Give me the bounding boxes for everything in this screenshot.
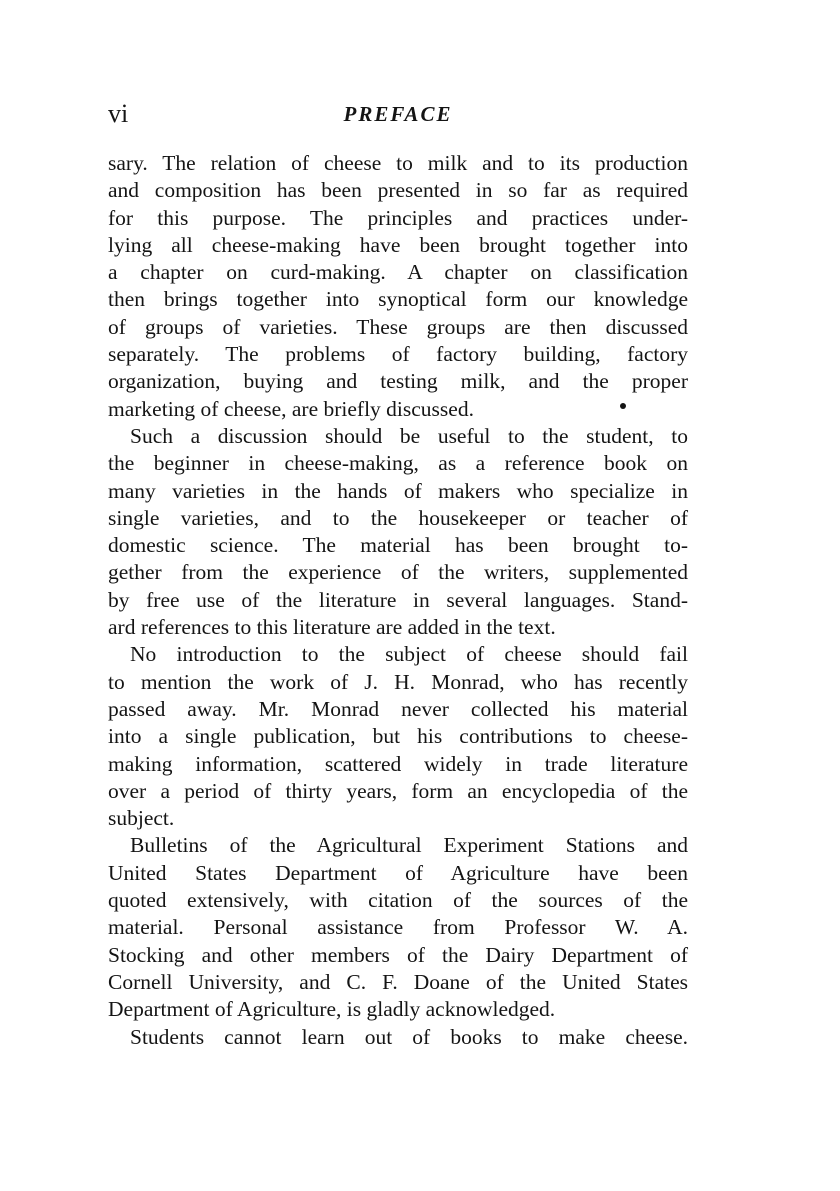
text-line: No introduction to the subject of cheese should fail (130, 642, 688, 667)
text-line: then brings together into synoptical form our knowledge (108, 287, 688, 312)
body-text (108, 150, 688, 1051)
text-line: marketing of cheese, are briefly discussed. (108, 396, 474, 421)
text-line: many varieties in the hands of makers who specialize in (108, 478, 688, 503)
page-number: vi (108, 99, 129, 128)
text-line: Department of Agriculture, is gladly acknowledged. (108, 997, 556, 1022)
text-line: Students cannot learn out of books to make cheese. (130, 1024, 688, 1049)
paragraph-5 (108, 1024, 688, 1051)
text-line: passed away. Mr. Monrad never collected his material (108, 696, 688, 721)
text-line: domestic science. The material has been brought to- (108, 533, 688, 558)
text-line: into a single publication, but his contributions to cheese- (108, 724, 688, 749)
text-line: Cornell University, and C. F. Doane of the United States (108, 969, 688, 994)
text-line: over a period of thirty years, form an encyclopedia of the (108, 778, 688, 803)
text-line: making information, scattered widely in trade literature (108, 751, 688, 776)
text-line: gether from the experience of the writers, supplemented (108, 560, 688, 585)
running-title: PREFACE (343, 102, 453, 126)
paragraph-2 (108, 423, 688, 641)
text-line: Stocking and other members of the Dairy Department of (108, 942, 688, 967)
running-head (108, 96, 688, 136)
text-line: and composition has been presented in so far as required (108, 178, 688, 203)
text-line: lying all cheese-making have been brought together into (108, 232, 688, 257)
text-line: Bulletins of the Agricultural Experiment Stations and (130, 833, 688, 858)
text-line: organization, buying and testing milk, and the proper (108, 369, 688, 394)
text-line: the beginner in cheese-making, as a reference book on (108, 451, 688, 476)
paragraph-3 (108, 641, 688, 832)
text-line: by free use of the literature in several languages. Stand- (108, 587, 688, 612)
text-line: of groups of varieties. These groups are then discussed (108, 314, 688, 339)
paragraph-1 (108, 150, 688, 423)
text-line: ard references to this literature are added in the text. (108, 615, 556, 640)
text-line: separately. The problems of factory building, factory (108, 342, 688, 367)
text-line: material. Personal assistance from Professor W. A. (108, 915, 688, 940)
text-line: single varieties, and to the housekeeper or teacher of (108, 505, 688, 530)
text-line: quoted extensively, with citation of the sources of the (108, 888, 688, 913)
paragraph-4 (108, 832, 688, 1023)
text-line: for this purpose. The principles and practices under- (108, 205, 688, 230)
text-line: a chapter on curd-making. A chapter on classification (108, 260, 688, 285)
text-line: United States Department of Agriculture have been (108, 860, 688, 885)
text-line: Such a discussion should be useful to the student, to (130, 423, 688, 448)
text-line: to mention the work of J. H. Monrad, who has recently (108, 669, 688, 694)
text-line: sary. The relation of cheese to milk and to its production (108, 151, 688, 175)
text-line: subject. (108, 806, 175, 831)
